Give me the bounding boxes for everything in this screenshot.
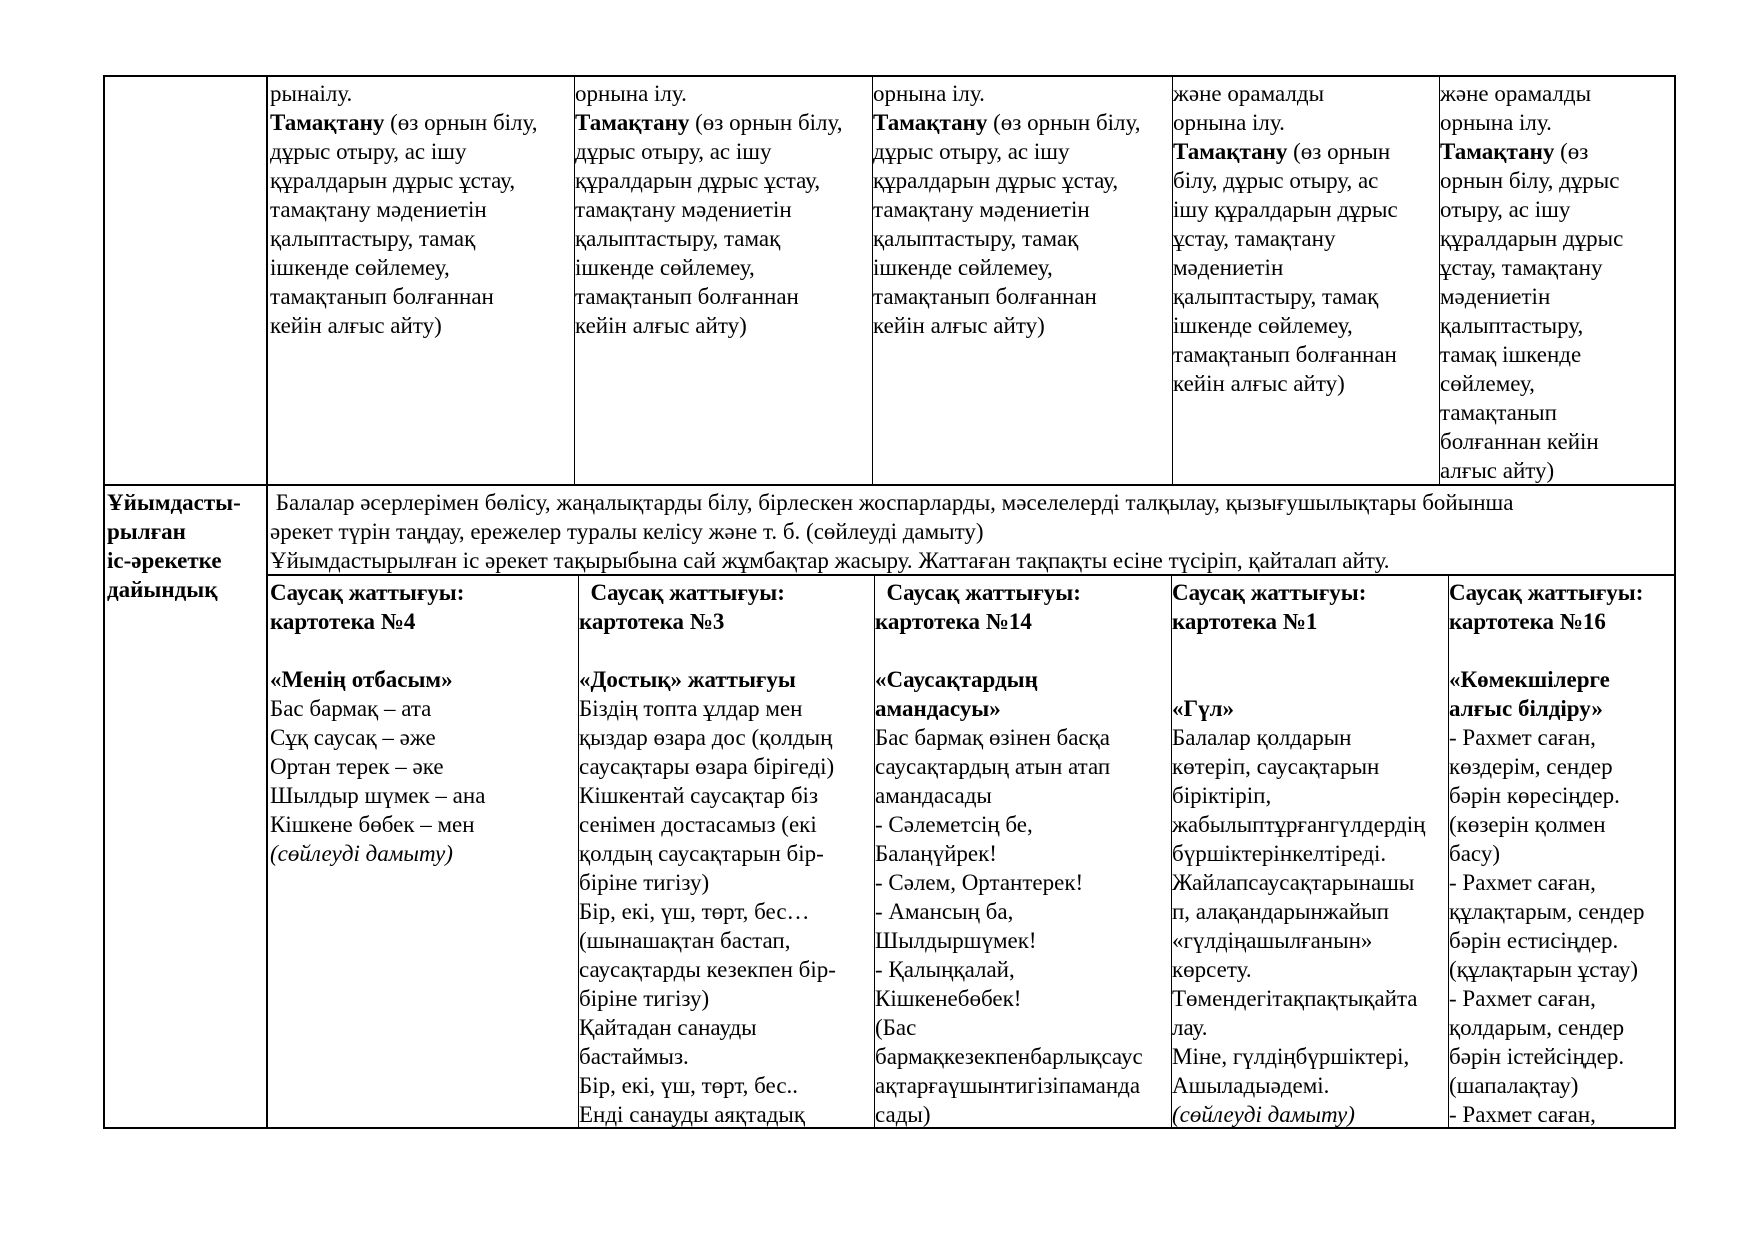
line-text: білу, дұрыс отыру, ас: [1173, 168, 1379, 193]
line-text: (өз: [1554, 139, 1589, 164]
line-text: дұрыс отыру, ас ішу: [575, 139, 772, 164]
day-text-line: - Рахмет саған,: [1449, 725, 1596, 750]
general-line: Балалар әсерлерімен бөлісу, жаңалықтарды білу, бірлескен жоспарларды, мәселелерді талқылау, қызығушылықтары бойынша: [270, 490, 1514, 515]
general-line: Ұйымдастырылған іс әрекет тақырыбына сай жұмбақтар жасыру. Жаттаған тақпақты есіне түсіріп, қайталап айту.: [270, 548, 1390, 573]
day-text-line: Біздің топта ұлдар мен: [579, 696, 803, 721]
cell-text-line: [873, 282, 1172, 311]
day-text-line: «Көмекшілерге: [1449, 667, 1610, 692]
top-cell-5: [1437, 77, 1674, 484]
day-text-line: (сөйлеуді дамыту): [1172, 1102, 1355, 1127]
line-text: кейін алғыс айту): [1173, 371, 1345, 396]
day-text-line: бәрін істейсіңдер.: [1449, 1044, 1625, 1069]
cell-text-line: [873, 166, 1172, 195]
cell-text-line: [575, 311, 872, 340]
day-text-line: «гүлдіңашылғанын»: [1172, 928, 1373, 953]
line-text: ішкенде сөйлемеу,: [270, 255, 450, 280]
cell-text-line: [1440, 137, 1674, 166]
cell-text-line: [873, 79, 1172, 108]
top-cell-4: [1170, 77, 1439, 484]
day-cell-friday: [1446, 576, 1674, 1127]
day-text-line: ақтарғаүшынтигізіпаманда: [875, 1073, 1141, 1098]
table-border-bottom: [103, 1127, 1676, 1129]
day-text-line: (көзерін қолмен: [1449, 812, 1606, 837]
section-label: [104, 486, 266, 686]
day-text-line: саусақтардың атын атап: [875, 754, 1111, 779]
line-text: (өз орнын білу,: [384, 110, 538, 135]
day-text-line: «Достық» жаттығуы: [579, 667, 796, 692]
line-text: құралдарын дұрыс: [1440, 226, 1624, 251]
day-text-line: (шапалақтау): [1449, 1073, 1579, 1098]
bold-heading: Тамақтану: [873, 110, 988, 135]
day-text-line: Кішкене бөбек – мен: [270, 812, 475, 837]
day-text-line: Бас бармақ – ата: [270, 696, 432, 721]
line-text: тамақтанып болғаннан: [873, 284, 1097, 309]
cell-text-line: [873, 224, 1172, 253]
day-text-line: Балалар қолдарын: [1172, 725, 1352, 750]
day-text-line: (шынашақтан бастап,: [579, 928, 791, 953]
day-text-line: [1172, 636, 1448, 665]
line-text: тамақтану мәдениетін: [873, 197, 1090, 222]
day-text-line: картотека №16: [1449, 609, 1606, 634]
cell-text-line: [1173, 253, 1439, 282]
cell-text-line: [1440, 108, 1674, 137]
bold-heading: Тамақтану: [1440, 139, 1555, 164]
day-text-line: «Гүл»: [1172, 696, 1235, 721]
line-text: құралдарын дұрыс ұстау,: [873, 168, 1119, 193]
cell-text-line: [1440, 166, 1674, 195]
section-label-line: іс-әрекетке: [107, 548, 222, 573]
day-text-line: п, алақандарынжайып: [1172, 899, 1389, 924]
line-text: қалыптастыру, тамақ: [873, 226, 1079, 251]
line-text: рынаілу.: [270, 81, 353, 106]
cell-text-line: [270, 166, 574, 195]
cell-text-line: [873, 137, 1172, 166]
line-text: құралдарын дұрыс ұстау,: [270, 168, 516, 193]
day-text-line: құлақтарым, сендер: [1449, 899, 1645, 924]
day-text-line: картотека №4: [270, 609, 416, 634]
day-text-line: Бас бармақ өзінен басқа: [875, 725, 1111, 750]
line-text: ішкенде сөйлемеу,: [575, 255, 755, 280]
line-text: орнына ілу.: [1173, 110, 1285, 135]
line-text: болғаннан кейін: [1440, 429, 1599, 454]
cell-text-line: [575, 166, 872, 195]
top-cell-1: [267, 77, 574, 484]
bold-heading: Тамақтану: [270, 110, 385, 135]
cell-text-line: [873, 253, 1172, 282]
cell-text-line: [1173, 369, 1439, 398]
cell-text-line: [1440, 195, 1674, 224]
day-text-line: қыздар өзара дос (қолдың: [579, 725, 833, 750]
cell-text-line: [575, 108, 872, 137]
cell-text-line: [1440, 456, 1674, 484]
line-text: қалыптастыру, тамақ: [575, 226, 781, 251]
day-text-line: [1172, 665, 1448, 694]
top-cell-3: [870, 77, 1172, 484]
day-text-line: картотека №14: [875, 609, 1032, 634]
day-text-line: Саусақ жаттығуы:: [579, 580, 785, 605]
day-text-line: алғыс білдіру»: [1449, 696, 1603, 721]
day-text-line: жабылыптұрғангүлдердің: [1172, 812, 1426, 837]
day-text-line: Саусақ жаттығуы:: [1449, 580, 1644, 605]
line-text: және орамалды: [1440, 81, 1592, 106]
cell-text-line: [575, 253, 872, 282]
line-text: тамақтанып: [1440, 400, 1557, 425]
line-text: мәдениетін: [1173, 255, 1284, 280]
day-cell-monday: [267, 576, 578, 1127]
line-text: орнын білу, дұрыс: [1440, 168, 1620, 193]
day-text-line: Бір, екі, үш, төрт, бес…: [579, 899, 810, 924]
day-text-line: (сөйлеуді дамыту): [270, 841, 453, 866]
day-text-line: - Рахмет саған,: [1449, 870, 1596, 895]
general-description: [267, 486, 1674, 574]
cell-text-line: [1440, 253, 1674, 282]
line-text: кейін алғыс айту): [575, 313, 747, 338]
day-text-line: сады): [875, 1102, 931, 1127]
line-text: құралдарын дұрыс ұстау,: [575, 168, 821, 193]
cell-text-line: [1173, 282, 1439, 311]
day-text-line: - Сәлем, Ортантерек!: [875, 870, 1084, 895]
cell-text-line: [270, 195, 574, 224]
line-text: ішкенде сөйлемеу,: [1173, 313, 1353, 338]
day-text-line: (Бас: [875, 1015, 917, 1040]
day-text-line: амандасуы»: [875, 696, 1001, 721]
bold-heading: Тамақтану: [1173, 139, 1288, 164]
table-border-right: [1674, 75, 1676, 1129]
cell-text-line: [1173, 137, 1439, 166]
day-cell-wednesday: [872, 576, 1171, 1127]
day-text-line: - Рахмет саған,: [1449, 1102, 1596, 1127]
day-text-line: Ашыладыәдемі.: [1172, 1073, 1330, 1098]
cell-text-line: [873, 195, 1172, 224]
day-text-line: қолдарым, сендер: [1449, 1015, 1625, 1040]
top-cell-2: [572, 77, 872, 484]
cell-text-line: [270, 282, 574, 311]
day-text-line: Бір, екі, үш, төрт, бес..: [579, 1073, 799, 1098]
cell-text-line: [575, 224, 872, 253]
cell-text-line: [270, 108, 574, 137]
day-text-line: Шылдыршүмек!: [875, 928, 1037, 953]
cell-text-line: [1440, 340, 1674, 369]
day-text-line: - Сәлеметсің бе,: [875, 812, 1033, 837]
cell-text-line: [1440, 427, 1674, 456]
day-text-line: Кішкентай саусақтар біз: [579, 783, 819, 808]
day-text-line: - Рахмет саған,: [1449, 986, 1596, 1011]
section-label-line: Ұйымдасты-: [107, 490, 241, 515]
cell-text-line: [1440, 79, 1674, 108]
line-text: дұрыс отыру, ас ішу: [873, 139, 1070, 164]
day-text-line: бастаймыз.: [579, 1044, 689, 1069]
line-text: тамақтанып болғаннан: [1173, 342, 1397, 367]
day-text-line: Жайлапсаусақтарынашы: [1172, 870, 1415, 895]
bold-heading: Тамақтану: [575, 110, 690, 135]
cell-text-line: [1173, 224, 1439, 253]
line-text: және орамалды: [1173, 81, 1325, 106]
cell-text-line: [270, 79, 574, 108]
day-text-line: Саусақ жаттығуы:: [875, 580, 1081, 605]
day-text-line: бәрін көресіңдер.: [1449, 783, 1620, 808]
cell-text-line: [1173, 166, 1439, 195]
line-text: орнына ілу.: [873, 81, 985, 106]
day-text-line: картотека №3: [579, 609, 725, 634]
day-text-line: - Қалыңқалай,: [875, 957, 1015, 982]
line-text: тамақ ішкенде: [1440, 342, 1582, 367]
day-text-line: саусақтары өзара бірігеді): [579, 754, 835, 779]
line-text: (өз орнын: [1287, 139, 1391, 164]
cell-text-line: [1173, 108, 1439, 137]
cell-text-line: [270, 137, 574, 166]
day-text-line: Ортан терек – әке: [270, 754, 444, 779]
day-text-line: картотека №1: [1172, 609, 1318, 634]
day-text-line: амандасады: [875, 783, 992, 808]
day-text-line: Төмендегітақпақтықайта: [1172, 986, 1418, 1011]
line-text: тамақтанып болғаннан: [575, 284, 799, 309]
day-text-line: Қайтадан санауды: [579, 1015, 757, 1040]
day-text-line: бәрін естисіңдер.: [1449, 928, 1619, 953]
line-text: отыру, ас ішу: [1440, 197, 1571, 222]
line-text: тамақтанып болғаннан: [270, 284, 494, 309]
day-text-line: Шылдыр шүмек – ана: [270, 783, 486, 808]
cell-text-line: [1440, 311, 1674, 340]
line-text: ұстау, тамақтану: [1440, 255, 1603, 280]
line-text: мәдениетін: [1440, 284, 1551, 309]
cell-text-line: [1440, 369, 1674, 398]
section-label-line: рылған: [107, 519, 186, 544]
cell-text-line: [270, 311, 574, 340]
day-text-line: саусақтарды кезекпен бір-: [579, 957, 836, 982]
day-text-line: көтеріп, саусақтарын: [1172, 754, 1380, 779]
line-text: қалыптастыру, тамақ: [270, 226, 476, 251]
cell-text-line: [873, 311, 1172, 340]
day-text-line: «Саусақтардың: [875, 667, 1038, 692]
cell-text-line: [1440, 224, 1674, 253]
line-text: қалыптастыру,: [1440, 313, 1584, 338]
line-text: алғыс айту): [1440, 458, 1555, 483]
cell-text-line: [1173, 79, 1439, 108]
line-text: дұрыс отыру, ас ішу: [270, 139, 467, 164]
day-text-line: [875, 636, 1171, 665]
day-text-line: (құлақтарын ұстау): [1449, 957, 1638, 982]
day-text-line: көрсету.: [1172, 957, 1252, 982]
cell-text-line: [270, 253, 574, 282]
day-text-line: басу): [1449, 841, 1500, 866]
day-text-line: «Менің отбасым»: [270, 667, 453, 692]
section-label-line: дайындық: [107, 577, 218, 602]
cell-text-line: [1173, 340, 1439, 369]
cell-text-line: [1173, 195, 1439, 224]
day-text-line: [270, 636, 578, 665]
day-text-line: біріне тигізу): [579, 986, 710, 1011]
day-text-line: Сұқ саусақ – әже: [270, 725, 436, 750]
day-text-line: Саусақ жаттығуы:: [270, 580, 465, 605]
general-line: әрекет түрін таңдау, ережелер туралы келісу және т. б. (сөйлеуді дамыту): [270, 519, 984, 544]
day-text-line: көздерім, сендер: [1449, 754, 1613, 779]
day-text-line: Міне, гүлдіңбүршіктері,: [1172, 1044, 1410, 1069]
line-text: кейін алғыс айту): [270, 313, 442, 338]
line-text: (өз орнын білу,: [987, 110, 1141, 135]
line-text: кейін алғыс айту): [873, 313, 1045, 338]
day-text-line: [1449, 636, 1674, 665]
cell-text-line: [270, 224, 574, 253]
day-text-line: лау.: [1172, 1015, 1208, 1040]
line-text: сөйлемеу,: [1440, 371, 1535, 396]
day-text-line: Енді санауды аяқтадық: [579, 1102, 806, 1127]
line-text: қалыптастыру, тамақ: [1173, 284, 1379, 309]
day-text-line: Кішкенебөбек!: [875, 986, 1022, 1011]
day-cell-thursday: [1169, 576, 1448, 1127]
cell-text-line: [1440, 398, 1674, 427]
line-text: тамақтану мәдениетін: [575, 197, 792, 222]
day-text-line: біріктіріп,: [1172, 783, 1272, 808]
line-text: орнына ілу.: [1440, 110, 1552, 135]
day-text-line: сенімен достасамыз (екі: [579, 812, 817, 837]
cell-text-line: [873, 108, 1172, 137]
cell-text-line: [1440, 282, 1674, 311]
day-text-line: бүршіктерінкелтіреді.: [1172, 841, 1387, 866]
cell-text-line: [575, 137, 872, 166]
line-text: ұстау, тамақтану: [1173, 226, 1336, 251]
cell-text-line: [575, 79, 872, 108]
line-text: ішу құралдарын дұрыс: [1173, 197, 1398, 222]
day-text-line: Балаңүйрек!: [875, 841, 997, 866]
day-text-line: бармақкезекпенбарлықсаус: [875, 1044, 1143, 1069]
line-text: (өз орнын білу,: [689, 110, 843, 135]
line-text: орнына ілу.: [575, 81, 687, 106]
day-text-line: - Амансың ба,: [875, 899, 1014, 924]
day-text-line: біріне тигізу): [579, 870, 710, 895]
cell-text-line: [1173, 311, 1439, 340]
day-cell-tuesday: [576, 576, 874, 1127]
line-text: ішкенде сөйлемеу,: [873, 255, 1053, 280]
cell-text-line: [575, 195, 872, 224]
line-text: тамақтану мәдениетін: [270, 197, 487, 222]
day-text-line: Саусақ жаттығуы:: [1172, 580, 1367, 605]
day-text-line: [579, 636, 874, 665]
cell-text-line: [575, 282, 872, 311]
day-text-line: қолдың саусақтарын бір-: [579, 841, 824, 866]
